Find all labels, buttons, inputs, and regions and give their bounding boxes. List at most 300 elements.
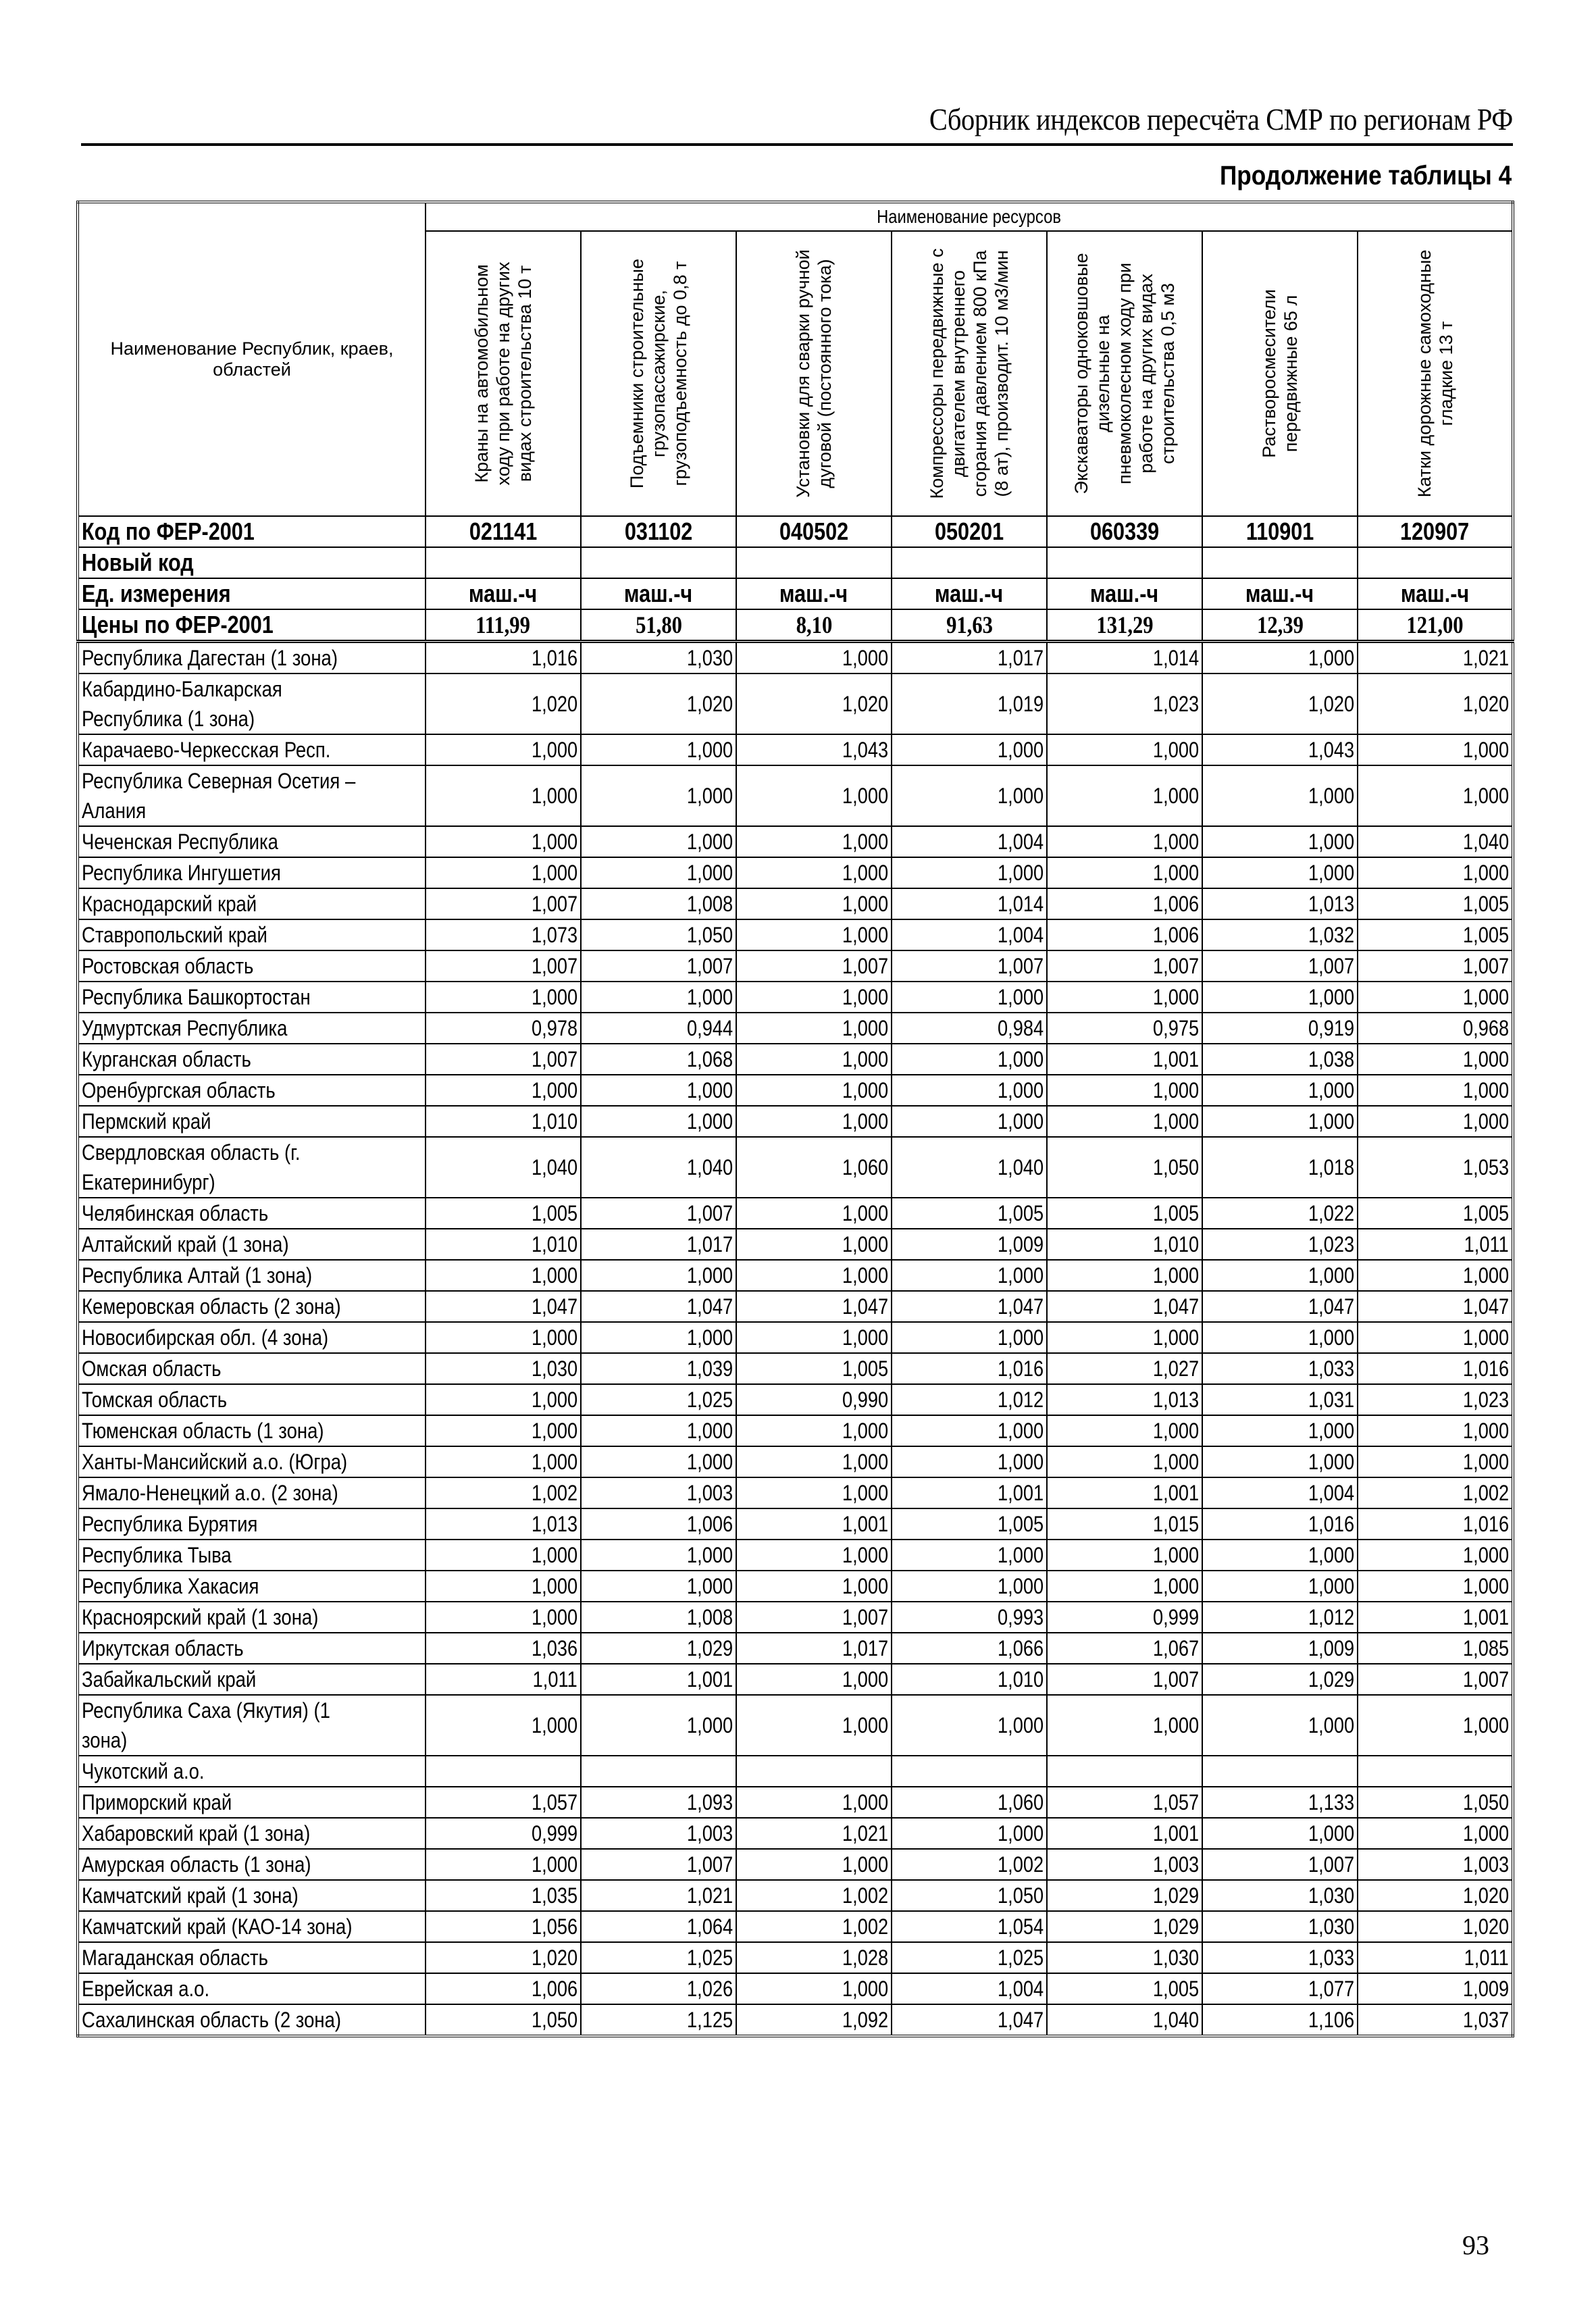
coefficient-cell: 1,007 (581, 1849, 736, 1880)
table-row (78, 1695, 1513, 1756)
coefficient-cell: 1,000 (736, 1664, 892, 1695)
table-row (78, 1571, 1513, 1602)
coefficient-cell: 1,004 (892, 826, 1047, 857)
coefficient-cell: 1,025 (581, 1384, 736, 1415)
coefficient-cell: 1,001 (1047, 1818, 1202, 1849)
meta-value-new-code (1358, 547, 1513, 578)
region-name: Курганская область (78, 1044, 426, 1075)
coefficient-cell: 1,000 (581, 1695, 736, 1756)
region-name: Карачаево-Черкесская Респ. (78, 734, 426, 765)
table-row (78, 1198, 1513, 1229)
coefficient-cell: 1,050 (1047, 1137, 1202, 1198)
coefficient-cell: 1,000 (1047, 1322, 1202, 1353)
coefficient-cell (892, 1756, 1047, 1787)
coefficient-cell: 1,007 (1202, 950, 1358, 982)
coefficient-cell: 1,030 (1047, 1942, 1202, 1973)
coefficient-cell: 1,030 (581, 642, 736, 674)
coefficient-cell: 1,000 (736, 857, 892, 888)
table-row (78, 1075, 1513, 1106)
region-name: Еврейская а.о. (78, 1973, 426, 2004)
coefficient-cell: 1,017 (581, 1229, 736, 1260)
coefficient-cell: 1,000 (892, 1415, 1047, 1446)
coefficient-cell: 1,000 (1047, 1415, 1202, 1446)
region-name: Ростовская область (78, 950, 426, 982)
region-name: Республика Северная Осетия – Алания (78, 765, 426, 826)
coefficient-cell: 0,990 (736, 1384, 892, 1415)
coefficient-cell: 1,000 (1358, 1818, 1513, 1849)
table-row (78, 642, 1513, 674)
coefficient-cell: 0,944 (581, 1013, 736, 1044)
coefficient-cell: 1,000 (581, 1260, 736, 1291)
coefficient-cell: 1,033 (1202, 1353, 1358, 1384)
coefficient-cell: 1,023 (1202, 1229, 1358, 1260)
coefficient-cell: 1,036 (426, 1633, 581, 1664)
coefficient-cell: 1,000 (1358, 1571, 1513, 1602)
meta-value-price: 91,63 (892, 609, 1047, 642)
coefficient-cell: 1,013 (426, 1508, 581, 1540)
page-header (81, 101, 1513, 146)
table-row (78, 1508, 1513, 1540)
coefficient-cell: 1,000 (426, 1322, 581, 1353)
meta-value-new-code (1202, 547, 1358, 578)
coefficient-cell: 1,000 (736, 1044, 892, 1075)
coefficient-cell: 1,000 (1047, 1075, 1202, 1106)
table-row (78, 1013, 1513, 1044)
coefficient-cell: 1,040 (892, 1137, 1047, 1198)
coefficient-cell: 1,021 (736, 1818, 892, 1849)
coefficient-cell: 1,004 (892, 919, 1047, 950)
coefficient-cell: 1,000 (736, 1229, 892, 1260)
coefficient-cell: 1,009 (892, 1229, 1047, 1260)
coefficient-cell: 1,000 (736, 1973, 892, 2004)
coefficient-cell: 1,019 (892, 673, 1047, 734)
coefficient-cell: 1,000 (426, 1260, 581, 1291)
region-name: Ханты-Мансийский а.о. (Югра) (78, 1446, 426, 1477)
resource-name: Краны на автомобильном ходу при работе на других видах строительства 10 т (471, 261, 535, 486)
coefficient-cell: 1,047 (426, 1291, 581, 1322)
region-name: Забайкальский край (78, 1664, 426, 1695)
region-name: Оренбургская область (78, 1075, 426, 1106)
coefficient-cell: 1,000 (426, 1695, 581, 1756)
table-row (78, 1942, 1513, 1973)
meta-value-new-code (426, 547, 581, 578)
coefficient-cell: 1,040 (581, 1137, 736, 1198)
coefficient-cell (426, 1756, 581, 1787)
table-row (78, 1044, 1513, 1075)
coefficient-cell: 1,003 (581, 1818, 736, 1849)
coefficient-cell: 1,000 (1202, 642, 1358, 674)
coefficient-cell: 1,057 (1047, 1787, 1202, 1818)
coefficient-cell: 1,000 (892, 1540, 1047, 1571)
coefficient-cell: 1,029 (1047, 1911, 1202, 1942)
coefficient-cell: 1,009 (1202, 1633, 1358, 1664)
coefficient-cell: 1,000 (581, 1540, 736, 1571)
resource-column-header (736, 231, 892, 516)
coefficient-cell: 1,020 (581, 673, 736, 734)
coefficient-cell: 0,975 (1047, 1013, 1202, 1044)
region-name: Тюменская область (1 зона) (78, 1415, 426, 1446)
region-name: Республика Дагестан (1 зона) (78, 642, 426, 674)
coefficient-cell: 1,020 (426, 1942, 581, 1973)
table-row (78, 765, 1513, 826)
coefficient-cell: 1,011 (426, 1664, 581, 1695)
coefficient-cell: 1,017 (892, 642, 1047, 674)
coefficient-cell: 1,000 (426, 765, 581, 826)
coefficient-cell: 0,993 (892, 1602, 1047, 1633)
coefficient-cell: 1,000 (1358, 857, 1513, 888)
coefficient-cell: 1,032 (1202, 919, 1358, 950)
coefficient-cell: 1,000 (1358, 1695, 1513, 1756)
table-row (78, 982, 1513, 1013)
coefficient-cell: 1,000 (736, 1540, 892, 1571)
coefficient-cell: 1,006 (1047, 888, 1202, 919)
coefficient-cell: 1,005 (426, 1198, 581, 1229)
coefficient-cell: 1,000 (1047, 826, 1202, 857)
meta-value-price: 8,10 (736, 609, 892, 642)
coefficient-cell: 1,039 (581, 1353, 736, 1384)
table-row (78, 1106, 1513, 1137)
coefficient-cell: 1,000 (1047, 734, 1202, 765)
coefficient-cell: 1,000 (1202, 1106, 1358, 1137)
meta-value-new-code (892, 547, 1047, 578)
coefficient-cell: 1,000 (736, 1075, 892, 1106)
meta-value-unit: маш.-ч (426, 578, 581, 609)
region-name: Чукотский а.о. (78, 1756, 426, 1787)
coefficient-cell: 1,000 (426, 982, 581, 1013)
coefficient-cell: 1,000 (736, 1260, 892, 1291)
coefficient-cell: 1,000 (1047, 1260, 1202, 1291)
coefficient-cell: 1,000 (892, 1044, 1047, 1075)
region-name: Камчатский край (1 зона) (78, 1880, 426, 1911)
table-row (78, 857, 1513, 888)
coefficient-cell: 1,047 (1358, 1291, 1513, 1322)
coefficient-cell: 1,085 (1358, 1633, 1513, 1664)
coefficient-cell: 1,000 (736, 1446, 892, 1477)
coefficient-cell: 1,000 (736, 642, 892, 674)
coefficient-cell: 1,016 (1358, 1353, 1513, 1384)
coefficient-cell: 1,007 (426, 888, 581, 919)
coefficient-cell: 1,000 (581, 1446, 736, 1477)
coefficient-cell: 1,000 (1358, 1322, 1513, 1353)
coefficient-cell: 1,029 (581, 1633, 736, 1664)
coefficient-cell: 1,000 (426, 1075, 581, 1106)
coefficient-cell: 1,007 (426, 950, 581, 982)
coefficient-cell: 1,007 (1047, 1664, 1202, 1695)
coefficient-cell: 1,007 (736, 950, 892, 982)
coefficient-cell: 1,000 (736, 765, 892, 826)
coefficient-cell: 1,026 (581, 1973, 736, 2004)
coefficient-cell: 1,012 (1202, 1602, 1358, 1633)
table-body (78, 516, 1513, 2036)
coefficient-cell: 1,000 (1358, 1075, 1513, 1106)
coefficient-cell: 1,000 (736, 1849, 892, 1880)
region-column-header: Наименование Республик, краев, областей (78, 202, 426, 516)
coefficient-cell: 1,005 (1358, 1198, 1513, 1229)
coefficient-cell: 1,011 (1358, 1229, 1513, 1260)
coefficient-cell: 1,000 (426, 1602, 581, 1633)
coefficient-cell: 1,020 (1358, 1911, 1513, 1942)
table-row (78, 1911, 1513, 1942)
coefficient-cell: 1,050 (892, 1880, 1047, 1911)
coefficient-cell: 1,005 (736, 1353, 892, 1384)
resource-column-header (1047, 231, 1202, 516)
resource-name: Экскаваторы одноковшовые дизельные на пневмоколесном ходу при работе на других видах строительства 0,5 м3 (1071, 253, 1178, 494)
coefficient-cell (736, 1756, 892, 1787)
region-name: Удмуртская Республика (78, 1013, 426, 1044)
coefficient-cell: 1,007 (581, 950, 736, 982)
region-name: Магаданская область (78, 1942, 426, 1973)
coefficient-cell: 1,000 (736, 1198, 892, 1229)
resource-name: Катки дорожные самоходные гладкие 13 т (1414, 249, 1456, 498)
coefficient-cell: 1,000 (1202, 1446, 1358, 1477)
table-row (78, 1384, 1513, 1415)
meta-value-price: 12,39 (1202, 609, 1358, 642)
region-name: Ямало-Ненецкий а.о. (2 зона) (78, 1477, 426, 1508)
coefficient-cell: 1,020 (1358, 1880, 1513, 1911)
coefficient-cell: 1,000 (892, 982, 1047, 1013)
coefficient-cell: 1,000 (1202, 826, 1358, 857)
coefficient-cell: 1,002 (892, 1849, 1047, 1880)
coefficient-cell: 1,033 (1202, 1942, 1358, 1973)
coefficient-cell: 1,007 (892, 950, 1047, 982)
meta-value-code: 021141 (426, 516, 581, 547)
coefficient-cell: 1,005 (892, 1198, 1047, 1229)
region-name: Омская область (78, 1353, 426, 1384)
region-name: Республика Башкортостан (78, 982, 426, 1013)
meta-value-price: 51,80 (581, 609, 736, 642)
table-row (78, 1602, 1513, 1633)
coefficient-cell: 1,020 (1202, 673, 1358, 734)
coefficient-cell: 1,000 (1202, 1260, 1358, 1291)
coefficient-cell: 1,077 (1202, 1973, 1358, 2004)
coefficient-cell: 1,009 (1358, 1973, 1513, 2004)
coefficient-cell: 1,000 (426, 1540, 581, 1571)
coefficient-cell: 1,001 (1358, 1602, 1513, 1633)
coefficient-cell: 1,005 (892, 1508, 1047, 1540)
coefficient-cell: 1,000 (426, 1571, 581, 1602)
table-row (78, 673, 1513, 734)
table-row (78, 1415, 1513, 1446)
coefficient-cell: 1,030 (426, 1353, 581, 1384)
coefficient-cell: 1,000 (1202, 1818, 1358, 1849)
region-name: Ставропольский край (78, 919, 426, 950)
table-continuation-caption: Продолжение таблицы 4 (1219, 161, 1512, 190)
meta-value-unit: маш.-ч (736, 578, 892, 609)
coefficient-cell: 1,001 (1047, 1044, 1202, 1075)
resources-group-header: Наименование ресурсов (426, 202, 1513, 231)
resource-name: Установки для сварки ручной дуговой (постоянного тока) (793, 249, 835, 498)
coefficient-cell (1358, 1756, 1513, 1787)
coefficient-cell: 1,000 (736, 982, 892, 1013)
meta-value-code: 120907 (1358, 516, 1513, 547)
region-name: Республика Алтай (1 зона) (78, 1260, 426, 1291)
coefficient-cell: 1,000 (581, 826, 736, 857)
meta-value-unit: маш.-ч (892, 578, 1047, 609)
coefficient-cell: 1,000 (581, 1106, 736, 1137)
coefficient-cell: 1,000 (1358, 1446, 1513, 1477)
coefficient-cell: 1,025 (892, 1942, 1047, 1973)
coefficient-cell: 1,000 (892, 1818, 1047, 1849)
coefficient-cell: 1,000 (426, 734, 581, 765)
meta-value-unit: маш.-ч (1202, 578, 1358, 609)
meta-value-code: 040502 (736, 516, 892, 547)
coefficient-cell: 1,007 (1047, 950, 1202, 982)
coefficient-cell: 1,029 (1047, 1880, 1202, 1911)
table-row (78, 1260, 1513, 1291)
region-name: Алтайский край (1 зона) (78, 1229, 426, 1260)
coefficient-cell: 1,000 (1047, 982, 1202, 1013)
coefficient-cell: 1,000 (892, 1075, 1047, 1106)
coefficient-cell: 1,133 (1202, 1787, 1358, 1818)
table-row (78, 1633, 1513, 1664)
coefficient-cell: 1,000 (581, 982, 736, 1013)
meta-value-new-code (581, 547, 736, 578)
region-name: Республика Хакасия (78, 1571, 426, 1602)
coefficient-cell: 1,000 (1202, 765, 1358, 826)
resource-column-header (1358, 231, 1513, 516)
table-row (78, 1229, 1513, 1260)
coefficient-cell: 1,000 (1047, 765, 1202, 826)
coefficient-cell: 1,093 (581, 1787, 736, 1818)
coefficient-cell: 1,000 (1358, 765, 1513, 826)
table-row (78, 1880, 1513, 1911)
coefficient-cell: 1,000 (1047, 1106, 1202, 1137)
coefficient-cell: 1,106 (1202, 2004, 1358, 2036)
meta-row-code (78, 516, 1513, 547)
table-row (78, 1322, 1513, 1353)
coefficient-cell: 1,073 (426, 919, 581, 950)
coefficient-cell: 1,000 (581, 1322, 736, 1353)
region-name: Республика Бурятия (78, 1508, 426, 1540)
meta-label-price: Цены по ФЕР-2001 (78, 609, 426, 642)
region-name: Пермский край (78, 1106, 426, 1137)
coefficient-cell: 1,021 (1358, 642, 1513, 674)
meta-value-code: 110901 (1202, 516, 1358, 547)
region-name: Приморский край (78, 1787, 426, 1818)
table-row (78, 919, 1513, 950)
coefficient-cell: 1,000 (736, 1013, 892, 1044)
coefficient-cell: 1,016 (426, 642, 581, 674)
resource-column-header (1202, 231, 1358, 516)
coefficient-cell: 1,047 (892, 1291, 1047, 1322)
region-name: Хабаровский край (1 зона) (78, 1818, 426, 1849)
coefficient-cell: 1,003 (1047, 1849, 1202, 1880)
coefficient-cell: 1,047 (581, 1291, 736, 1322)
resource-column-header (581, 231, 736, 516)
coefficient-cell: 1,016 (1358, 1508, 1513, 1540)
coefficient-cell: 1,000 (1202, 982, 1358, 1013)
coefficient-cell: 1,027 (1047, 1353, 1202, 1384)
resource-name: Растворосмесители передвижные 65 л (1259, 289, 1301, 458)
table-row (78, 1446, 1513, 1477)
coefficient-cell: 1,011 (1358, 1942, 1513, 1973)
coefficient-cell: 1,000 (426, 826, 581, 857)
meta-row-new-code (78, 547, 1513, 578)
coefficient-cell: 1,000 (1047, 1540, 1202, 1571)
coefficient-cell: 1,014 (892, 888, 1047, 919)
meta-value-price: 121,00 (1358, 609, 1513, 642)
coefficient-cell: 1,004 (1202, 1477, 1358, 1508)
meta-row-unit (78, 578, 1513, 609)
coefficient-cell: 1,000 (892, 765, 1047, 826)
coefficient-cell: 1,003 (581, 1477, 736, 1508)
region-name: Краснодарский край (78, 888, 426, 919)
coefficient-cell: 1,000 (1202, 1322, 1358, 1353)
coefficient-cell: 1,000 (1202, 1540, 1358, 1571)
coefficient-cell: 1,000 (892, 1571, 1047, 1602)
coefficient-cell: 1,000 (892, 1106, 1047, 1137)
coefficient-cell: 1,001 (736, 1508, 892, 1540)
meta-label-new-code: Новый код (78, 547, 426, 578)
coefficient-cell: 1,028 (736, 1942, 892, 1973)
coefficient-cell: 1,007 (426, 1044, 581, 1075)
region-name: Иркутская область (78, 1633, 426, 1664)
coefficient-cell (1047, 1756, 1202, 1787)
coefficient-cell: 1,000 (736, 888, 892, 919)
coefficient-cell: 1,023 (1047, 673, 1202, 734)
resource-column-header (426, 231, 581, 516)
coefficient-cell: 1,000 (581, 1075, 736, 1106)
coefficient-cell: 1,002 (426, 1477, 581, 1508)
coefficient-cell: 1,001 (581, 1664, 736, 1695)
coefficient-cell: 1,050 (426, 2004, 581, 2036)
coefficient-cell: 1,008 (581, 888, 736, 919)
meta-label-unit: Ед. измерения (78, 578, 426, 609)
coefficient-cell: 1,054 (892, 1911, 1047, 1942)
coefficient-cell: 1,125 (581, 2004, 736, 2036)
coefficient-cell: 1,007 (1202, 1849, 1358, 1880)
table-row (78, 1756, 1513, 1787)
meta-value-new-code (1047, 547, 1202, 578)
coefficient-cell: 1,000 (892, 1260, 1047, 1291)
coefficient-cell: 1,000 (426, 1415, 581, 1446)
coefficient-cell: 1,047 (736, 1291, 892, 1322)
meta-row-price (78, 609, 1513, 642)
coefficient-cell: 1,031 (1202, 1384, 1358, 1415)
coefficient-cell: 1,020 (1358, 673, 1513, 734)
coefficient-cell: 0,978 (426, 1013, 581, 1044)
coefficient-cell: 1,040 (1047, 2004, 1202, 2036)
coefficient-cell: 1,025 (581, 1942, 736, 1973)
coefficient-cell: 1,002 (1358, 1477, 1513, 1508)
coefficient-cell: 1,006 (581, 1508, 736, 1540)
coefficient-cell: 1,003 (1358, 1849, 1513, 1880)
meta-value-price: 111,99 (426, 609, 581, 642)
coefficient-cell: 1,000 (736, 919, 892, 950)
coefficient-cell: 1,000 (736, 1106, 892, 1137)
coefficient-cell: 1,016 (892, 1353, 1047, 1384)
resource-name: Подъемники строительные грузопассажирские, грузоподъемность до 0,8 т (627, 258, 690, 489)
coefficient-cell: 1,014 (1047, 642, 1202, 674)
coefficient-cell: 1,000 (736, 1415, 892, 1446)
coefficient-cell: 1,010 (1047, 1229, 1202, 1260)
coefficient-cell: 1,007 (1358, 1664, 1513, 1695)
coefficient-cell: 1,000 (892, 1446, 1047, 1477)
coefficient-cell: 1,007 (581, 1198, 736, 1229)
meta-value-code: 050201 (892, 516, 1047, 547)
region-name: Чеченская Республика (78, 826, 426, 857)
region-name: Сахалинская область (2 зона) (78, 2004, 426, 2036)
coefficient-cell: 1,040 (1358, 826, 1513, 857)
region-name: Кабардино-Балкарская Республика (1 зона) (78, 673, 426, 734)
table-row (78, 1818, 1513, 1849)
region-name: Красноярский край (1 зона) (78, 1602, 426, 1633)
table-row (78, 826, 1513, 857)
coefficient-cell: 1,000 (581, 734, 736, 765)
page-number: 93 (1462, 2230, 1489, 2260)
region-name: Челябинская область (78, 1198, 426, 1229)
coefficient-cell: 1,068 (581, 1044, 736, 1075)
